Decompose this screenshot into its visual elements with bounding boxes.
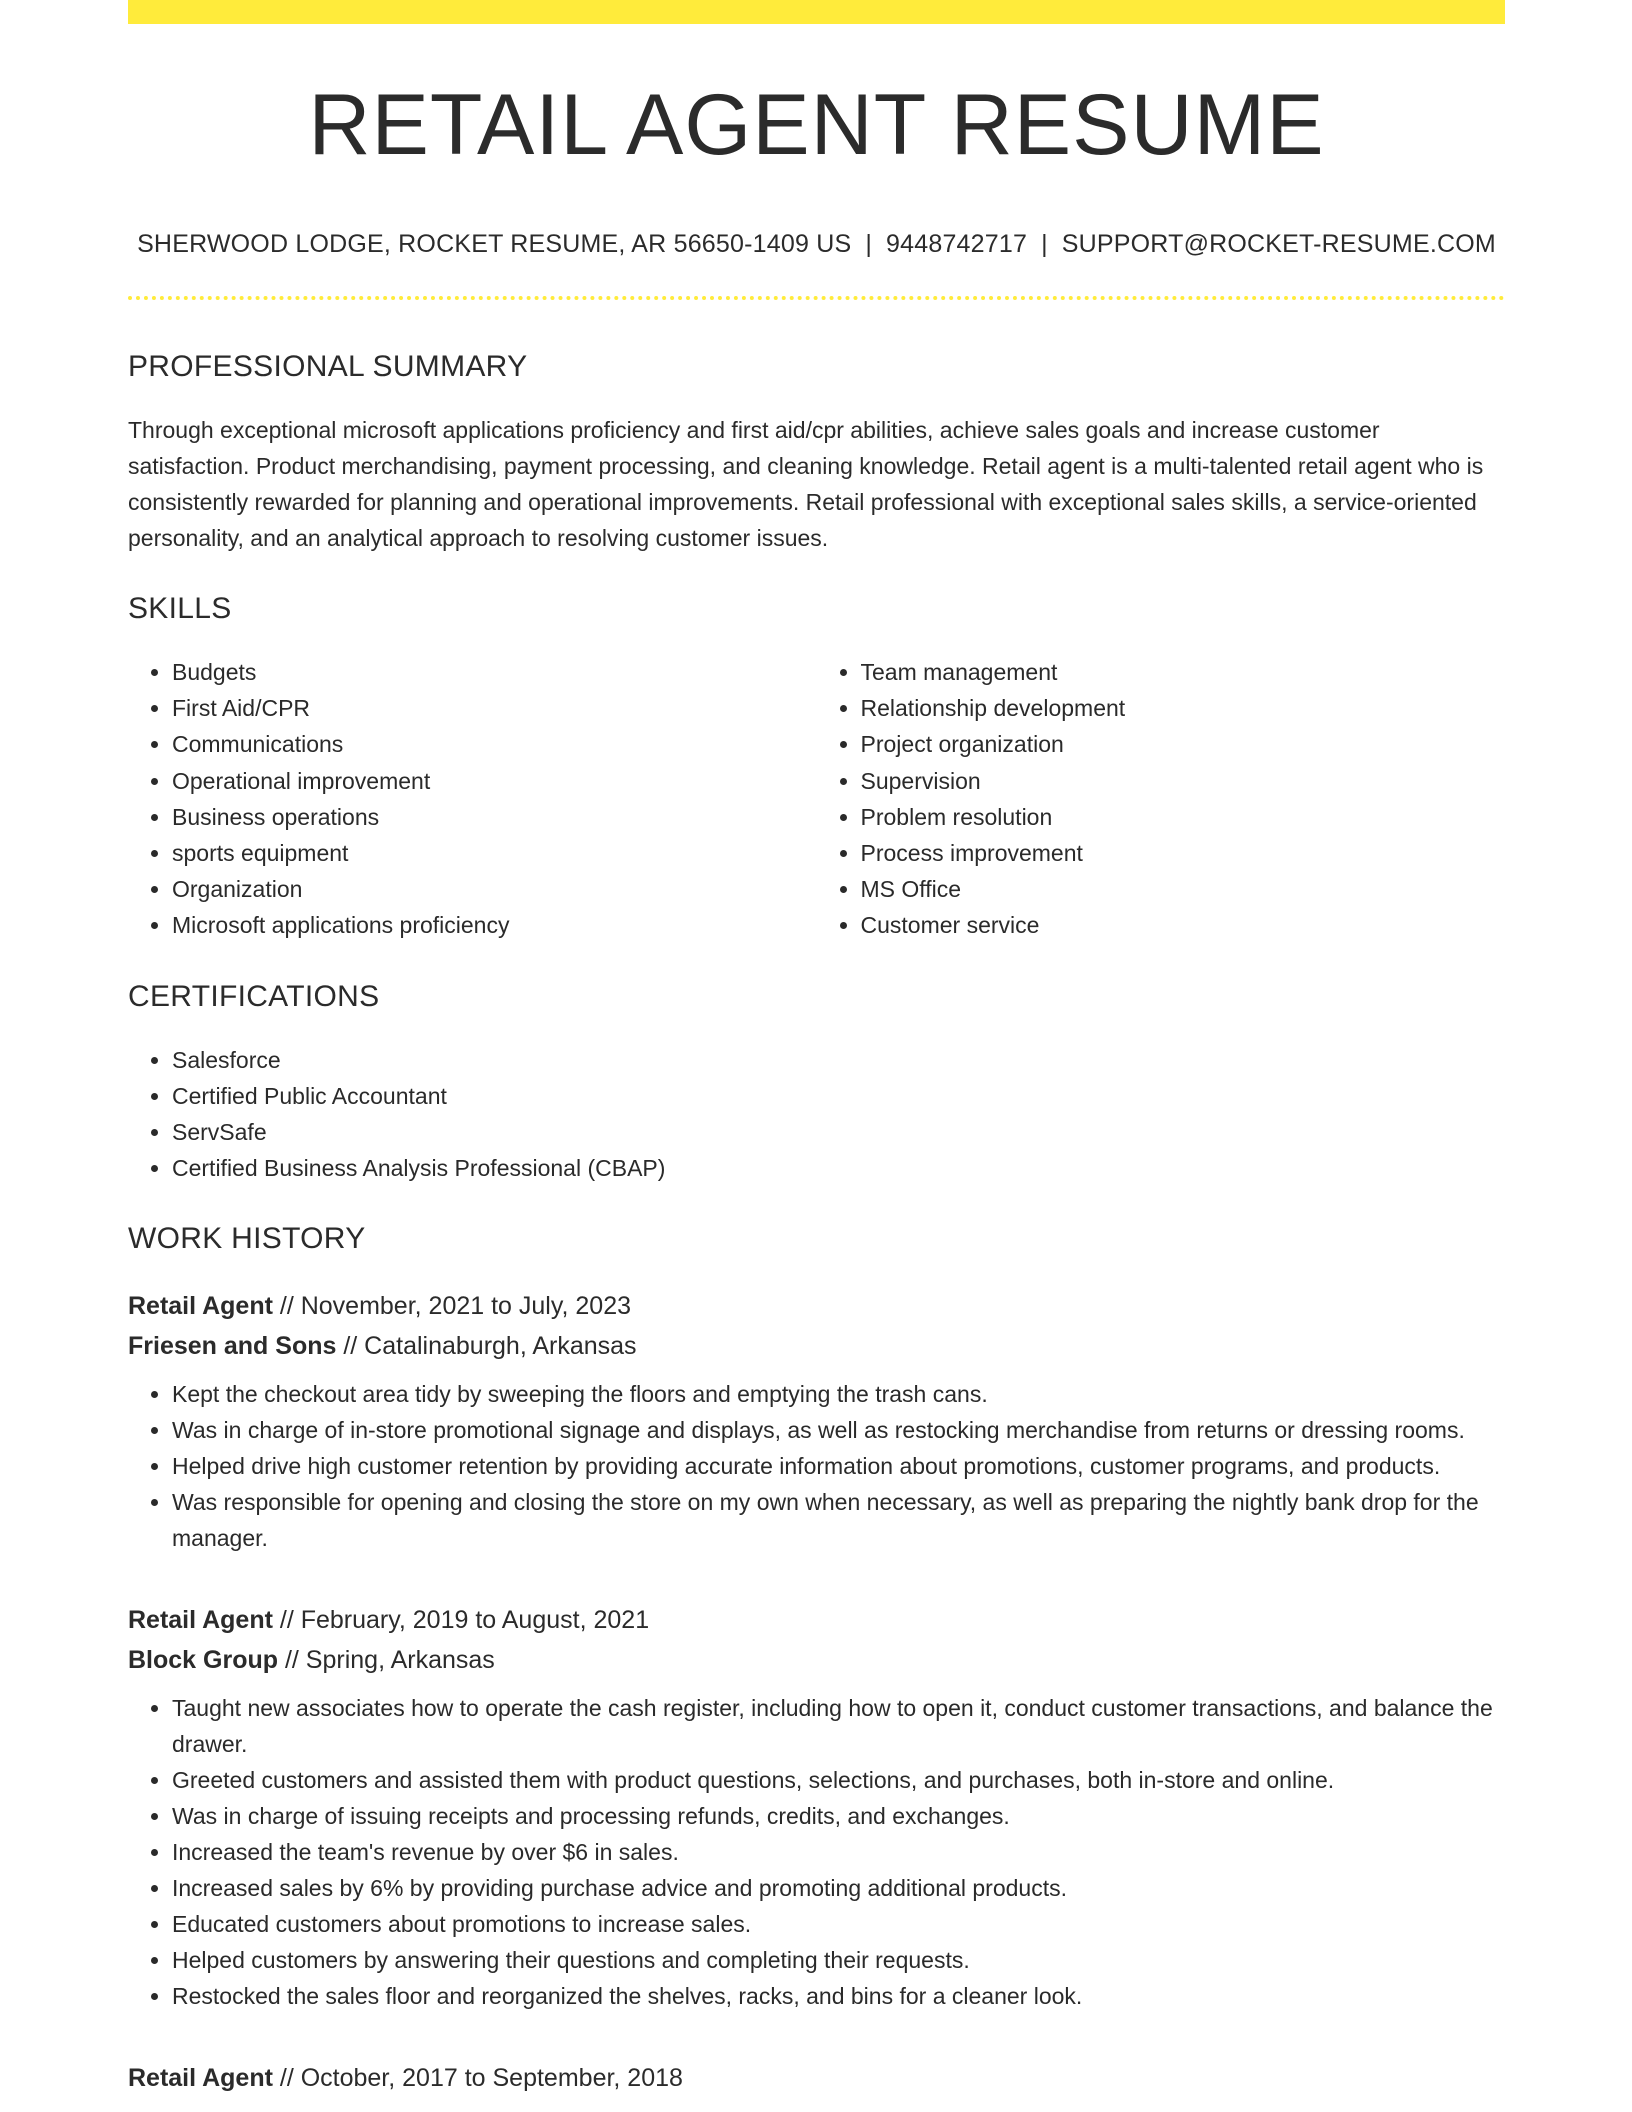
resume-page <box>128 0 1505 2098</box>
job-company-line <box>128 1640 1505 1680</box>
job-bullets <box>128 1690 1505 2014</box>
job-bullet: • Kept the checkout area tidy by sweeping the floors and emptying the trash cans. <box>172 1376 1505 1412</box>
skill-item: • Project organization <box>861 726 1506 762</box>
skill-item: • Budgets <box>172 654 817 690</box>
skill-item: • Relationship development <box>861 690 1506 726</box>
contact-line <box>128 232 1505 257</box>
skill-item: • MS Office <box>861 871 1506 907</box>
skill-item: • Team management <box>861 654 1506 690</box>
skills-list-left <box>128 654 817 944</box>
job-bullet: • Taught new associates how to operate the cash register, including how to open it, conduct customer transactions, and balance the drawer. <box>172 1690 1505 1762</box>
job-bullet: • Was responsible for opening and closing the store on my own when necessary, as well as preparing the nightly bank drop for the manager. <box>172 1484 1505 1556</box>
skill-item: • Process improvement <box>861 835 1506 871</box>
contact-phone: 9448742717 <box>886 230 1028 258</box>
job-company-line <box>128 1326 1505 1366</box>
skill-item: • Business operations <box>172 799 817 835</box>
skill-item: • Microsoft applications proficiency <box>172 907 817 943</box>
accent-bar <box>128 0 1505 24</box>
job-bullets <box>128 1376 1505 1556</box>
summary-heading: PROFESSIONAL SUMMARY <box>128 350 528 383</box>
summary-text: Through exceptional microsoft applications proficiency and first aid/cpr abilities, achieve sales goals and increase customer satisfaction. Product merchandising, payment processing, and cleaning knowledge. Retail agent is a multi-talented retail agent who is consistently rewarded for planning and operational improvements. Retail professional with exceptional sales skills, a service-oriented personality, and an analytical approach to resolving customer issues. <box>128 417 1484 551</box>
skill-item: • sports equipment <box>172 835 817 871</box>
contact-separator: | <box>1041 230 1048 258</box>
job-bullet: • Increased the team's revenue by over $6 in sales. <box>172 1834 1505 1870</box>
certification-item: • Salesforce <box>172 1042 1505 1078</box>
skill-item: • Organization <box>172 871 817 907</box>
job-title: Retail Agent <box>128 1291 273 1320</box>
job-dates: // February, 2019 to August, 2021 <box>272 1605 650 1634</box>
page-title: RETAIL AGENT RESUME <box>308 77 1325 173</box>
skill-item: • Operational improvement <box>172 763 817 799</box>
certification-item: • Certified Public Accountant <box>172 1078 1505 1114</box>
contact-email: SUPPORT@ROCKET-RESUME.COM <box>1061 230 1496 258</box>
job-entry <box>128 1600 1505 2014</box>
job-bullet: • Helped drive high customer retention by providing accurate information about promotions, customer programs, and products. <box>172 1448 1505 1484</box>
skill-item: • First Aid/CPR <box>172 690 817 726</box>
job-bullet: • Helped customers by answering their questions and completing their requests. <box>172 1942 1505 1978</box>
job-location: // Catalinaburgh, Arkansas <box>336 1331 637 1360</box>
job-company: Block Group <box>128 1645 279 1674</box>
certifications-list <box>128 1042 1505 1186</box>
job-bullet: • Restocked the sales floor and reorganized the shelves, racks, and bins for a cleaner look. <box>172 1978 1505 2014</box>
certification-item: • Certified Business Analysis Professional (CBAP) <box>172 1150 1505 1186</box>
job-entry <box>128 1286 1505 1556</box>
job-title: Retail Agent <box>128 2063 273 2092</box>
skills-list-right <box>817 654 1506 944</box>
skills-grid <box>128 654 1505 944</box>
skill-item: • Problem resolution <box>861 799 1506 835</box>
job-company: Friesen and Sons <box>128 1331 337 1360</box>
contact-address: SHERWOOD LODGE, ROCKET RESUME, AR 56650-1409 US <box>137 230 852 258</box>
certifications-heading: CERTIFICATIONS <box>128 979 380 1013</box>
job-bullet: • Educated customers about promotions to increase sales. <box>172 1906 1505 1942</box>
dotted-divider <box>128 296 1505 300</box>
job-location: // Spring, Arkansas <box>278 1645 495 1674</box>
certification-item: • ServSafe <box>172 1114 1505 1150</box>
job-bullet: • Increased sales by 6% by providing purchase advice and promoting additional products. <box>172 1870 1505 1906</box>
job-bullet: • Was in charge of in-store promotional signage and displays, as well as restocking merchandise from returns or dressing rooms. <box>172 1412 1505 1448</box>
work-history-heading: WORK HISTORY <box>128 1221 366 1255</box>
skills-heading: SKILLS <box>128 592 232 625</box>
job-title: Retail Agent <box>128 1605 273 1634</box>
job-dates: // October, 2017 to September, 2018 <box>272 2063 683 2092</box>
skill-item: • Supervision <box>861 763 1506 799</box>
skill-item: • Communications <box>172 726 817 762</box>
job-title-line <box>128 1286 1505 1326</box>
job-bullet: • Greeted customers and assisted them with product questions, selections, and purchases, both in-store and online. <box>172 1762 1505 1798</box>
job-title-line <box>128 1600 1505 1640</box>
contact-separator: | <box>865 230 873 258</box>
skill-item: • Customer service <box>861 907 1506 943</box>
job-dates: // November, 2021 to July, 2023 <box>272 1291 632 1320</box>
job-title-line-partial <box>128 2058 1505 2098</box>
job-bullet: • Was in charge of issuing receipts and processing refunds, credits, and exchanges. <box>172 1798 1505 1834</box>
